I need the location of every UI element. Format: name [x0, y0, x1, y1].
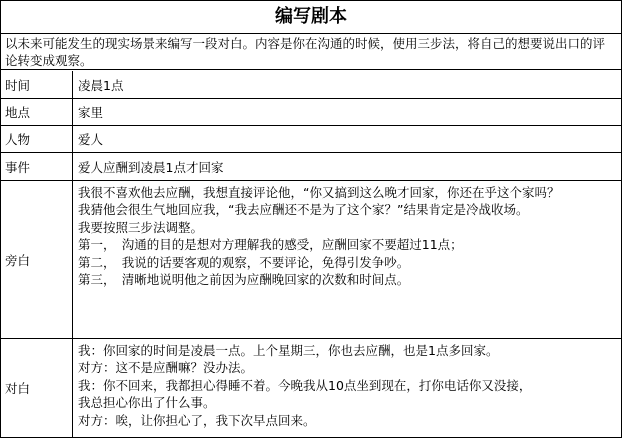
row-label: 人物: [1, 126, 73, 152]
row-label: 旁白: [1, 181, 73, 338]
row-narration: [1, 181, 621, 339]
narration-line: 第三， 清晰地说明他之前因为应酬晚回家的次数和时间点。: [78, 272, 410, 288]
narration-line: 我猜他会很生气地回应我，“我去应酬还不是为了这个家？”结果肯定是冷战收场。: [78, 202, 529, 218]
row-label: 事件: [1, 153, 73, 180]
row-person: [1, 126, 621, 153]
narration-text: [74, 181, 621, 338]
row-value: 爱人应酬到凌晨1点才回家: [78, 159, 224, 175]
row-label: 对白: [1, 339, 73, 437]
instructions-text: 以未来可能发生的现实场景来编写一段对白。内容是你在沟通的时候，使用三步法，将自己的想要说出口的评论转变成观察。: [1, 34, 621, 70]
narration-line: 我要按照三步法调整。: [78, 219, 204, 235]
row-place: [1, 99, 621, 126]
row-label: 地点: [1, 99, 73, 125]
narration-line: 第一， 沟通的目的是想对方理解我的感受，应酬回家不要超过11点；: [78, 237, 463, 253]
row-label: 时间: [1, 71, 73, 98]
narration-line: 我很不喜欢他去应酬，我想直接评论他，“你又搞到这么晚才回家，你还在乎这个家吗？: [78, 185, 560, 200]
dialogue-line: 我：你不回来，我都担心得睡不着。今晚我从10点坐到现在，打你电话你又没接，: [78, 377, 532, 393]
narration-line: 第二， 我说的话要客观的观察，不要评论，免得引发争吵。: [78, 254, 410, 270]
row-value: 凌晨1点: [78, 77, 124, 93]
row-dialogue: [1, 339, 621, 437]
dialogue-line: 对方：唉，让你担心了，我下次早点回来。: [78, 412, 316, 428]
dialogue-line: 我总担心你出了什么事。: [78, 395, 216, 411]
row-value: 家里: [78, 105, 104, 120]
sheet-title: 编写剧本: [1, 1, 621, 34]
row-event: [1, 153, 621, 181]
dialogue-line: 我：你回家的时间是凌晨一点。上个星期三，你也去应酬，也是1点多回家。: [78, 343, 499, 358]
dialogue-line: 对方：这不是应酬嘛？没办法。: [78, 360, 254, 376]
row-time: [1, 71, 621, 99]
dialogue-text: [74, 339, 621, 437]
row-value: 爱人: [78, 132, 104, 147]
